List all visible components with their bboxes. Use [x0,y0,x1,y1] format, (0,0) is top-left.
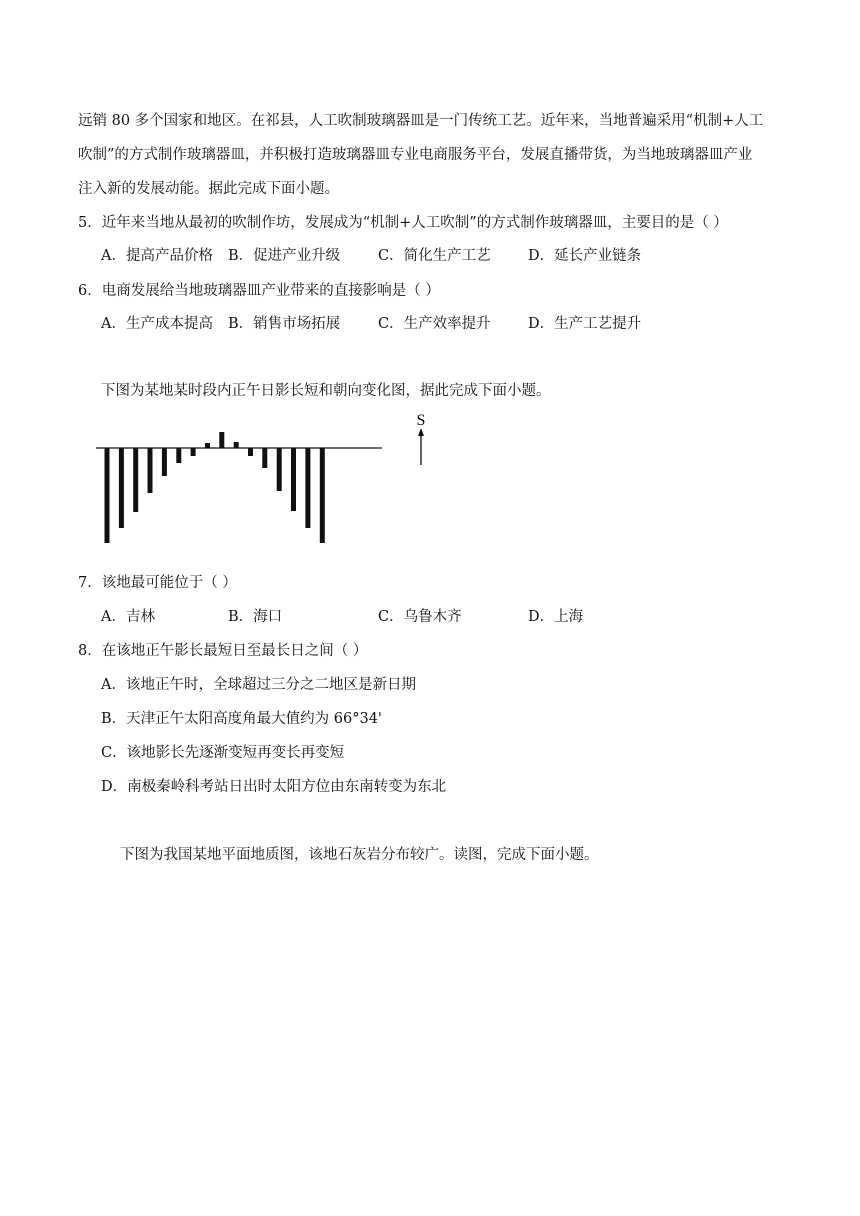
intro-line-3: 注入新的发展动能。据此完成下面小题。 [78,181,339,197]
shadow-bar [119,448,124,528]
shadow-bar [277,448,282,491]
question-6-option-c: C．生产效率提升 [378,316,491,332]
question-5-option-d: D．延长产业链条 [528,248,642,264]
question-7-option-a: A．吉林 [101,609,155,625]
question-6-stem: 6．电商发展给当地玻璃器皿产业带来的直接影响是（ ） [78,283,440,299]
question-8-option-d: D．南极秦岭科考站日出时太阳方位由东南转变为东北 [101,779,447,795]
question-6-option-d: D．生产工艺提升 [528,316,642,332]
south-arrow-head [418,428,424,436]
question-7-option-c: C．乌鲁木齐 [378,609,462,625]
intro-line-1: 远销 80 多个国家和地区。在祁县，人工吹制玻璃器皿是一门传统工艺。近年来，当地普遍采用“机制+人工 [78,113,764,129]
shadow-bar [162,448,167,476]
shadow-bar [305,448,310,528]
shadow-bar [320,448,325,543]
shadow-chart [90,408,440,550]
question-5-option-b: B．促进产业升级 [228,248,341,264]
shadow-bar [191,448,196,456]
intro-line-2: 吹制”的方式制作玻璃器皿，并积极打造玻璃器皿专业电商服务平台，发展直播带货，为当地玻璃器皿产业 [78,147,753,163]
shadow-bar [148,448,153,493]
shadow-bar [291,448,296,511]
shadow-bar [205,443,210,448]
question-8-stem: 8．在该地正午影长最短日至最长日之间（ ） [78,643,368,659]
figure-intro: 下图为某地某时段内正午日影长短和朝向变化图，据此完成下面小题。 [101,383,551,399]
question-6-option-a: A．生产成本提高 [101,316,213,332]
question-5-stem: 5．近年来当地从最初的吹制作坊，发展成为“机制+人工吹制”的方式制作玻璃器皿，主要目的是（ ） [78,215,728,231]
shadow-bar [234,442,239,448]
question-7-option-d: D．上海 [528,609,584,625]
shadow-bar [262,448,267,468]
question-5-option-c: C．简化生产工艺 [378,248,491,264]
question-8-option-c: C．该地影长先逐渐变短再变长再变短 [101,745,345,761]
question-7-stem: 7．该地最可能位于（ ） [78,575,237,591]
question-5-option-a: A．提高产品价格 [101,248,213,264]
shadow-bar [248,448,253,456]
shadow-bar [176,448,181,463]
shadow-bar [105,448,110,543]
south-direction-label: S [416,412,426,429]
question-8-option-a: A．该地正午时，全球超过三分之二地区是新日期 [101,677,416,693]
shadow-bar [133,448,138,512]
geology-map-intro: 下图为我国某地平面地质图，该地石灰岩分布较广。读图，完成下面小题。 [120,847,599,863]
question-7-option-b: B．海口 [228,609,283,625]
question-6-option-b: B．销售市场拓展 [228,316,341,332]
question-8-option-b: B．天津正午太阳高度角最大值约为 66°34' [101,711,382,727]
shadow-bar [219,432,224,448]
